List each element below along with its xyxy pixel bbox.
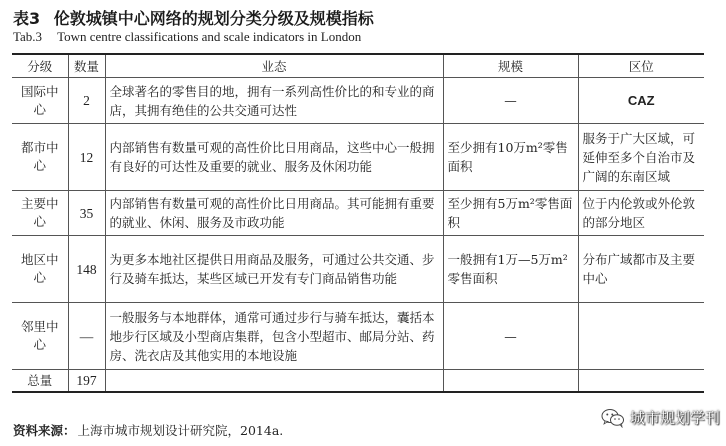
- cell-location: 服务于广大区域，可延伸至多个自治市及广阔的东南区域: [578, 124, 704, 191]
- table-number-chinese: 表3: [13, 9, 41, 28]
- cell-business: 一般服务与本地群体，通常可通过步行与骑车抵达，囊括本地步行区域及小型商店集群，包含小型超市、邮局分站、药房、洗衣店及其他实用的本地设施: [105, 303, 443, 370]
- source-note: [13, 421, 283, 439]
- header-business: 业态: [105, 54, 443, 78]
- cell-category: 都市中心: [12, 124, 68, 191]
- cell-category: 主要中心: [12, 191, 68, 236]
- cell-total-label: 总量: [12, 370, 68, 393]
- cell-category: 国际中心: [12, 78, 68, 124]
- table-title-english-text: Town centre classifications and scale indicators in London: [57, 29, 362, 44]
- cell-count: 148: [68, 236, 105, 303]
- table-title-english: [13, 29, 361, 45]
- source-text: 上海市城市规划设计研究院，2014a.: [77, 423, 284, 438]
- header-level: 分级: [12, 54, 68, 78]
- wechat-icon: [601, 408, 625, 428]
- cell-business: 全球著名的零售目的地，拥有一系列高性价比的和专业的商店，其拥有绝佳的公共交通可达性: [105, 78, 443, 124]
- cell-location: CAZ: [578, 78, 704, 124]
- cell-count: —: [68, 303, 105, 370]
- cell-category: 邻里中心: [12, 303, 68, 370]
- cell-count: 35: [68, 191, 105, 236]
- cell-location: 分布广域都市及主要中心: [578, 236, 704, 303]
- source-label: 资料来源：: [13, 423, 76, 438]
- cell-scale: 一般拥有1万—5万m²零售面积: [443, 236, 578, 303]
- header-count: 数量: [68, 54, 105, 78]
- cell-scale: —: [443, 303, 578, 370]
- cell-scale: 至少拥有10万m²零售面积: [443, 124, 578, 191]
- table-row: [12, 78, 704, 124]
- cell-category: 地区中心: [12, 236, 68, 303]
- table-number-english: Tab.3: [13, 29, 43, 44]
- cell-empty: [578, 370, 704, 393]
- table-header-row: [12, 54, 704, 78]
- header-location: 区位: [578, 54, 704, 78]
- cell-location: 位于内伦敦或外伦敦的部分地区: [578, 191, 704, 236]
- cell-business: 内部销售有数量可观的高性价比日用商品。其可能拥有重要的就业、休闲、服务及市政功能: [105, 191, 443, 236]
- cell-location: [578, 303, 704, 370]
- cell-business: 为更多本地社区提供日用商品及服务，可通过公共交通、步行及骑车抵达，某些区域已开发有专门商品销售功能: [105, 236, 443, 303]
- cell-empty: [443, 370, 578, 393]
- table-total-row: [12, 370, 704, 393]
- cell-scale: 至少拥有5万m²零售面积: [443, 191, 578, 236]
- table-row: [12, 303, 704, 370]
- town-centre-table: [12, 53, 704, 393]
- header-scale: 规模: [443, 54, 578, 78]
- watermark-text: 城市规划学刊: [629, 409, 720, 427]
- table-row: [12, 236, 704, 303]
- watermark: [601, 407, 720, 428]
- cell-total-count: 197: [68, 370, 105, 393]
- cell-count: 12: [68, 124, 105, 191]
- cell-count: 2: [68, 78, 105, 124]
- cell-scale: —: [443, 78, 578, 124]
- table-title-chinese-text: 伦敦城镇中心网络的规划分类分级及规模指标: [53, 9, 374, 28]
- cell-business: 内部销售有数量可观的高性价比日用商品，这些中心一般拥有良好的可达性及重要的就业、服务及休闲功能: [105, 124, 443, 191]
- table-row: [12, 191, 704, 236]
- table-title-chinese: [13, 6, 374, 29]
- table-row: [12, 124, 704, 191]
- cell-empty: [105, 370, 443, 393]
